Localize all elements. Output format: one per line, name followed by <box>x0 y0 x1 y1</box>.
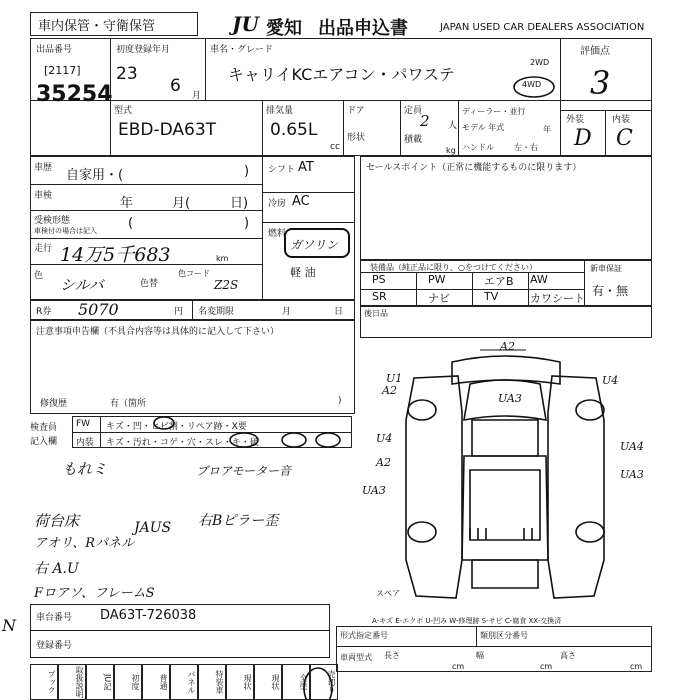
usage-close: ) <box>244 164 250 179</box>
recycle-label: R券 <box>36 307 52 317</box>
int-score: C <box>616 126 633 151</box>
mileage-label: 走行 <box>34 244 53 254</box>
dealer-label: ディーラー・並行 <box>462 107 526 116</box>
car-name: キャリイKCエアコン・パワステ <box>228 65 455 84</box>
equipment-item: エアB <box>484 275 514 288</box>
damage-mark: UA3 <box>620 468 644 481</box>
handle-value: 左・右 <box>514 143 538 152</box>
fuel-label: 燃料 <box>268 229 287 239</box>
drive-2wd: 2WD <box>530 58 550 67</box>
damage-mark: UA4 <box>620 440 644 453</box>
association-name: JAPAN USED CAR DEALERS ASSOCIATION <box>440 22 645 33</box>
title-change-month: 月 <box>282 307 292 317</box>
color-code-value: Z2S <box>214 278 239 292</box>
new-car-warranty-value: 有・無 <box>592 284 629 298</box>
repair-close: ) <box>338 396 342 406</box>
color-label: 色 <box>34 271 44 281</box>
inspector-row1-label: FW <box>76 419 91 429</box>
registration-number-label: 登録番号 <box>36 641 73 651</box>
recycle-unit: 円 <box>174 307 184 317</box>
inspection-day: 日) <box>230 196 249 211</box>
load-unit: kg <box>446 146 456 155</box>
usage-value: 自家用・( <box>66 168 124 183</box>
lot-sub-number: [2117] <box>44 64 81 77</box>
bottom-label-cell: 現状 <box>254 664 282 700</box>
capacity-label: 定員 <box>404 106 423 116</box>
bottom-label-cell: JU記 <box>86 664 114 700</box>
shape-label: 形状 <box>347 133 366 143</box>
equipment-item: PW <box>428 273 446 286</box>
bottom-label-cell: 売切り <box>310 664 338 700</box>
receipt-open: ( <box>128 216 134 231</box>
cert-height: 高さ <box>560 651 576 660</box>
damage-mark: A2 <box>382 384 397 397</box>
fuel-diesel: 軽 油 <box>290 266 316 279</box>
damage-mark: U1 <box>386 372 403 385</box>
displacement-label: 排気量 <box>266 106 294 116</box>
registration-month: 6 <box>170 76 181 96</box>
hand-note-2b: JAUS <box>134 520 172 536</box>
inspection-year: 年 <box>120 196 134 211</box>
lot-label: 出品番号 <box>36 45 73 55</box>
fuel-gas: ガソリン <box>290 238 339 252</box>
form-title: 出品申込書 <box>318 18 408 39</box>
diagram-bed <box>470 470 540 540</box>
inspector-row2-items: キズ・汚れ・コゲ・穴・スレ・キ・破 <box>106 438 259 448</box>
spare-label: スペア <box>376 589 400 598</box>
damage-mark: U4 <box>602 374 619 387</box>
damage-mark: U4 <box>376 432 393 445</box>
ext-label: 外装 <box>566 115 585 125</box>
repair-label: 修復歴 <box>40 399 68 409</box>
rear-label: 後日品 <box>364 309 388 318</box>
equipment-item: SR <box>372 290 387 303</box>
damage-mark: UA3 <box>498 392 522 405</box>
equipment-label: 装備品（純正品に限り、○をつけてください） <box>370 263 537 272</box>
cert-length: 長さ <box>384 651 400 660</box>
side-mark: N <box>2 616 16 635</box>
inspection-month: 月( <box>172 196 191 211</box>
inspection-label: 車検 <box>34 191 53 201</box>
bottom-label-cell: 全塗 <box>282 664 310 700</box>
usage-label: 車歴 <box>34 163 53 173</box>
capacity-value: 2 <box>420 112 430 130</box>
receipt-label: 受検形態 <box>34 216 71 226</box>
equipment-item: ナビ <box>428 292 450 305</box>
car-name-label: 車名・グレード <box>210 45 274 55</box>
bottom-label-cell: 初度 <box>114 664 142 700</box>
score-label: 評価点 <box>580 46 610 57</box>
doors-label: ドア <box>347 106 365 116</box>
cert-width: 幅 <box>476 651 484 660</box>
brand-label: 愛知 <box>266 18 302 39</box>
damage-mark: A2 <box>500 340 515 353</box>
notes-header: 注意事項申告欄（不具合内容等は具体的に記入して下さい） <box>36 327 280 337</box>
ju-logo: JU <box>232 12 259 36</box>
bottom-label-cell: 現状 <box>226 664 254 700</box>
bottom-label-cell: 取扱説明 <box>58 664 86 700</box>
ext-score: D <box>574 126 592 151</box>
hand-note-1: もれミ <box>62 460 108 478</box>
model-value: EBD-DA63T <box>118 120 217 140</box>
cert-unit-2: cm <box>540 662 553 671</box>
chassis-value: DA63T-726038 <box>100 608 197 623</box>
damage-mark: UA3 <box>362 484 386 497</box>
equipment-item: TV <box>484 290 499 303</box>
shift-label: シフト <box>268 165 296 175</box>
displacement-value: 0.65L <box>270 120 318 140</box>
mileage-value: 14万5千683 <box>60 244 171 266</box>
color-value: シルバ <box>60 276 104 294</box>
equipment-item: PS <box>372 273 386 286</box>
load-label: 積載 <box>404 135 423 145</box>
diagram-rear <box>472 560 538 588</box>
hand-note-2: 荷台床 <box>34 512 80 530</box>
hand-note-2c: 右Bピラー歪 <box>198 513 279 529</box>
registration-label: 初度登録年月 <box>116 45 171 55</box>
cert-unit-3: cm <box>630 662 643 671</box>
inspector-row2-label: 内装 <box>76 438 95 448</box>
hand-note-1b: ブロアモーター音 <box>196 464 292 478</box>
year-unit: 年 <box>543 125 551 134</box>
color-code-label: 色コード <box>178 269 210 278</box>
ac-label: 冷房 <box>268 199 287 209</box>
hand-note-5: Fロアソ、フレームS <box>34 586 155 601</box>
inspector-row1-items: キズ・凹・ヒビ割・リペア跡・X要 <box>106 422 247 432</box>
chassis-label: 車台番号 <box>36 613 73 623</box>
color-change-label: 色替 <box>140 279 159 289</box>
cert-label-2: 類別区分番号 <box>480 631 528 640</box>
receipt-close: ) <box>244 216 250 231</box>
drive-4wd: 4WD <box>522 80 542 89</box>
repair-value: 有（箇所 <box>110 399 147 409</box>
capacity-unit: 人 <box>448 121 458 131</box>
inspector-label-2: 記入欄 <box>30 437 58 447</box>
model-label: 型式 <box>114 106 133 116</box>
bottom-label-cell: 普通 <box>142 664 170 700</box>
model-year-label: モデル 年式 <box>462 123 505 132</box>
category-label: 車内保管・守衛保管 <box>38 19 156 34</box>
damage-legend: A-キズ E-エクボ U-凹み W-修理跡 S-サビ C-腐食 XX-交換済 <box>372 617 562 625</box>
diagram-left-side <box>406 376 462 598</box>
equipment-item: AW <box>530 273 548 286</box>
inspector-label-1: 検査員 <box>30 423 58 433</box>
mileage-unit: km <box>216 254 229 263</box>
score-value: 3 <box>590 64 611 102</box>
recycle-value: 5070 <box>78 300 119 319</box>
shift-value: AT <box>298 160 314 175</box>
displacement-unit: cc <box>330 142 340 152</box>
new-car-warranty-label: 新車保証 <box>590 264 622 273</box>
ac-value: AC <box>292 194 310 209</box>
registration-month-unit: 月 <box>192 91 202 101</box>
bottom-label-cell: パネル <box>170 664 198 700</box>
damage-mark: A2 <box>376 456 391 469</box>
cert-unit-1: cm <box>452 662 465 671</box>
int-label: 内装 <box>612 115 631 125</box>
bottom-label-cell: ブック <box>30 664 58 700</box>
hand-note-3: アオリ、Rパネル <box>34 536 135 551</box>
cert-label-3: 車両型式 <box>340 653 372 662</box>
bottom-label-cell: 特装車 <box>198 664 226 700</box>
registration-year: 23 <box>116 64 138 84</box>
title-change-day: 日 <box>334 307 344 317</box>
hand-note-4: 右 A.U <box>34 561 79 577</box>
sales-point-label: セールスポイント（正常に機能するものに限ります） <box>366 163 582 173</box>
handle-label: ハンドル <box>462 143 494 152</box>
receipt-note: 車検付の場合は記入 <box>34 227 97 235</box>
title-change-label: 名変期限 <box>198 307 235 317</box>
equipment-item: カワシート <box>530 292 585 305</box>
cert-label-1: 形式指定番号 <box>340 631 388 640</box>
lot-number: 35254 <box>36 82 113 107</box>
